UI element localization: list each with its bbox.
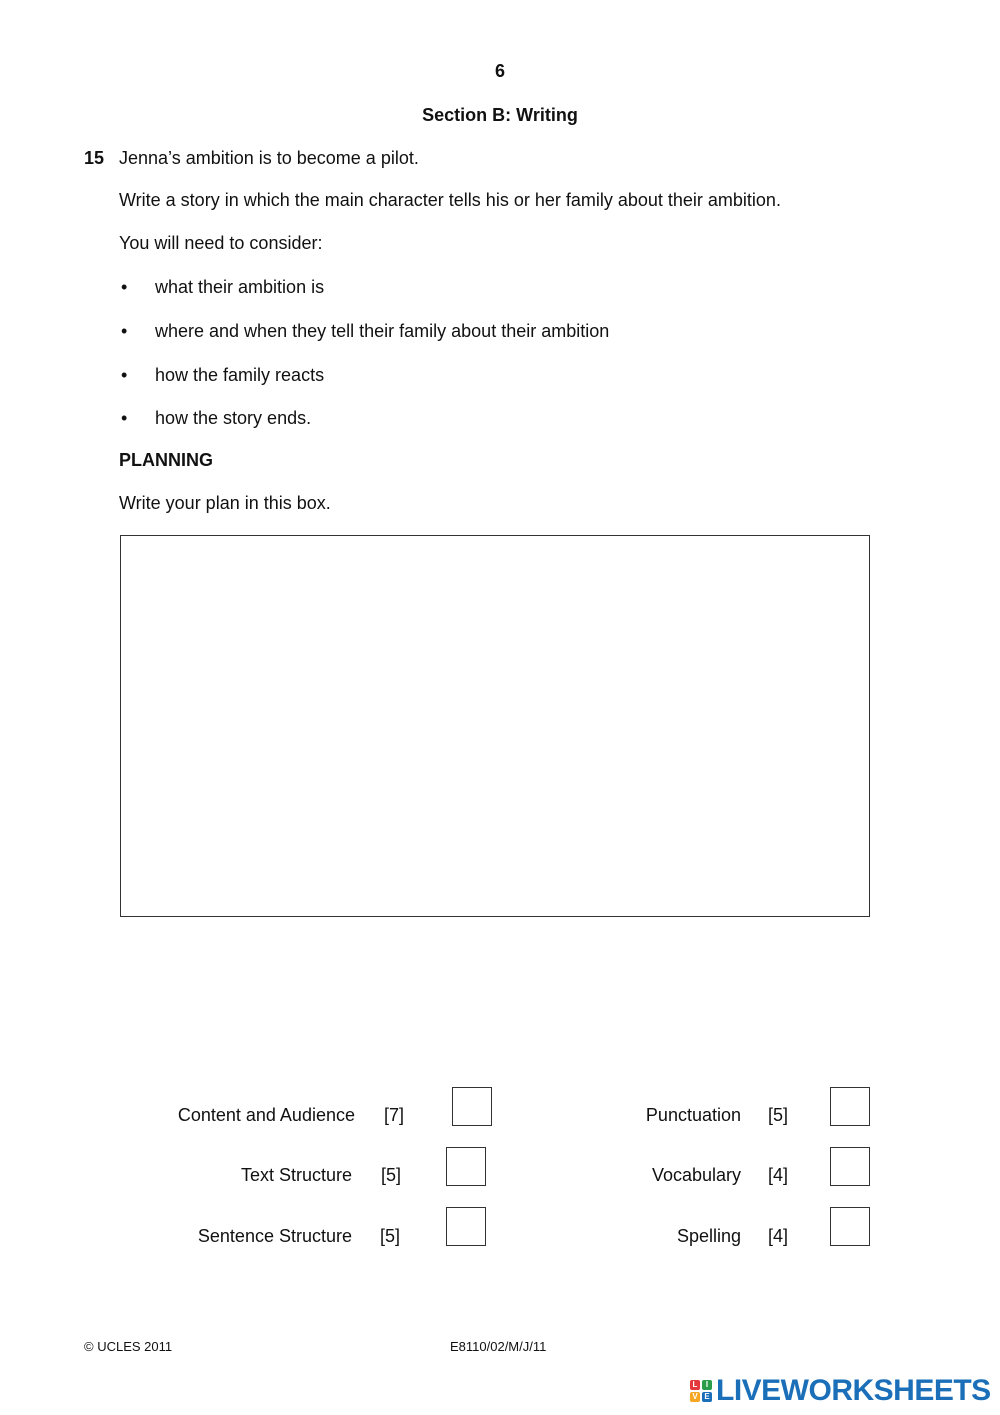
mark-box-sentence-structure[interactable] <box>446 1207 486 1246</box>
mark-box-text-structure[interactable] <box>446 1147 486 1186</box>
question-number: 15 <box>84 148 105 168</box>
mark-box-punctuation[interactable] <box>830 1087 870 1126</box>
bullet-icon: • <box>121 365 128 385</box>
mark-label-vocabulary: Vocabulary <box>651 1165 741 1185</box>
plan-box[interactable] <box>120 535 870 917</box>
question-text: Jenna’s ambition is to become a pilot. <box>119 148 419 168</box>
footer-copyright: © UCLES 2011 <box>84 1339 173 1354</box>
bullet-item: how the story ends. <box>155 408 312 428</box>
liveworksheets-logo-icon <box>690 1380 712 1402</box>
liveworksheets-wordmark: LIVEWORKSHEETS <box>716 1374 991 1407</box>
mark-max-punctuation: [5] <box>768 1105 789 1125</box>
bullet-icon: • <box>121 408 128 428</box>
footer-paper-code: E8110/02/M/J/11 <box>450 1339 547 1354</box>
mark-max-text-structure: [5] <box>381 1165 402 1185</box>
liveworksheets-brand <box>690 1374 991 1408</box>
bullet-icon: • <box>121 321 128 341</box>
mark-box-spelling[interactable] <box>830 1207 870 1246</box>
logo-tile: I <box>702 1380 712 1390</box>
mark-label-text-structure: Text Structure <box>240 1165 352 1185</box>
consider-label: You will need to consider: <box>119 233 323 253</box>
mark-label-punctuation: Punctuation <box>645 1105 741 1125</box>
logo-tile: E <box>702 1392 712 1402</box>
logo-tile: L <box>690 1380 700 1390</box>
planning-heading: PLANNING <box>119 450 213 470</box>
mark-max-sentence-structure: [5] <box>380 1226 401 1246</box>
section-title: Section B: Writing <box>422 105 578 125</box>
mark-box-vocabulary[interactable] <box>830 1147 870 1186</box>
question-instruction: Write a story in which the main character tells his or her family about their ambition. <box>119 190 781 210</box>
bullet-item: what their ambition is <box>155 277 325 297</box>
bullet-icon: • <box>121 277 128 297</box>
mark-box-content-audience[interactable] <box>452 1087 492 1126</box>
page-number: 6 <box>494 61 505 81</box>
mark-max-vocabulary: [4] <box>768 1165 789 1185</box>
logo-tile: V <box>690 1392 700 1402</box>
mark-label-sentence-structure: Sentence Structure <box>197 1226 352 1246</box>
plan-instruction: Write your plan in this box. <box>119 493 331 513</box>
mark-max-content-audience: [7] <box>384 1105 405 1125</box>
bullet-item: where and when they tell their family about their ambition <box>155 321 610 341</box>
bullet-item: how the family reacts <box>155 365 325 385</box>
mark-label-spelling: Spelling <box>676 1226 741 1246</box>
mark-max-spelling: [4] <box>768 1226 789 1246</box>
mark-label-content-audience: Content and Audience <box>177 1105 355 1125</box>
